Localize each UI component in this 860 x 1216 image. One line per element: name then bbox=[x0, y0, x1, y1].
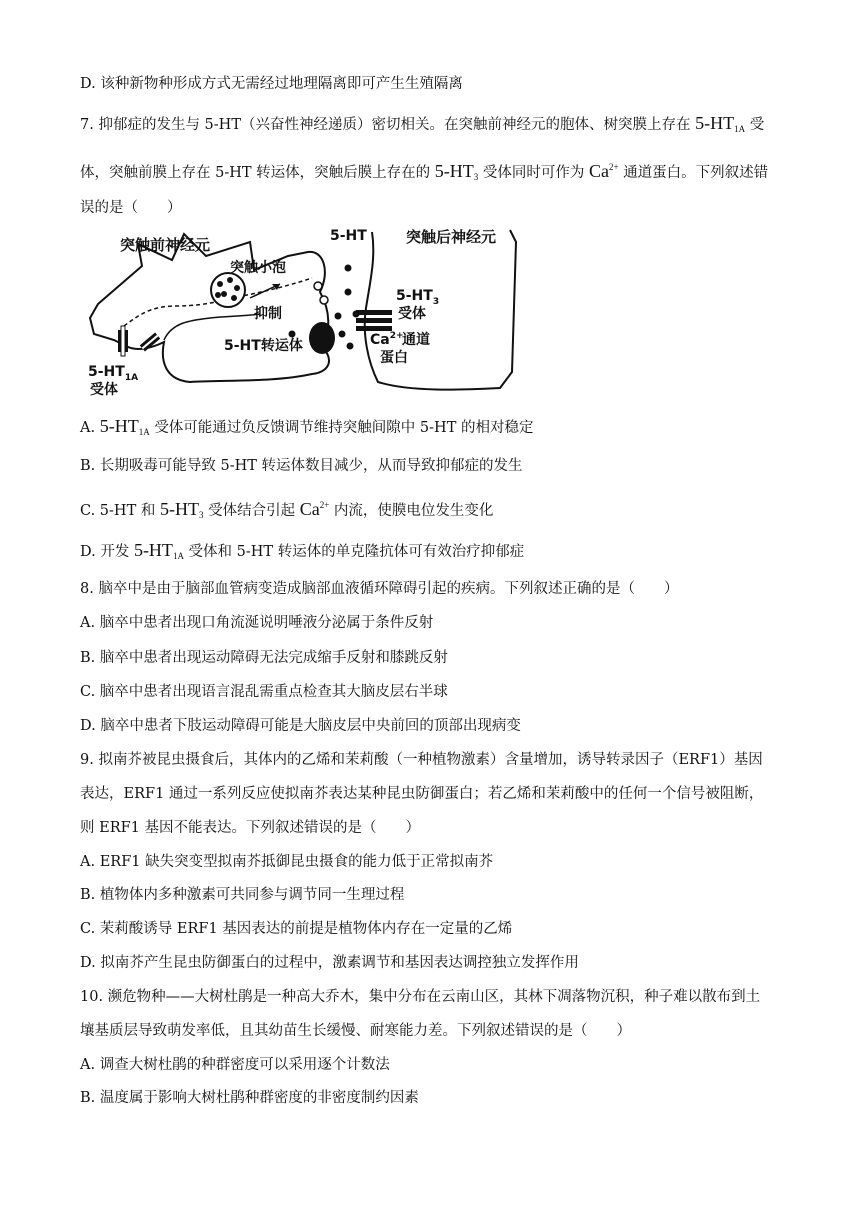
q7-formula-5ht1a: $5-HT_{1A}$ bbox=[695, 113, 746, 134]
label-transporter: 5-HT转运体 bbox=[224, 338, 303, 354]
option-10a: A. 调查大树杜鹃的种群密度可以采用逐个计数法 bbox=[80, 1057, 390, 1073]
question-7-stem-line-2 bbox=[80, 157, 768, 187]
question-9-stem-line-1: 9. 拟南芥被昆虫摄食后，其体内的乙烯和茉莉酸（一种植物激素）含量增加，诱导转录因子（ERF1）基因 bbox=[80, 752, 763, 768]
question-7-stem-line-3: 误的是（ ） bbox=[80, 200, 182, 216]
question-9-stem-line-3: 则 ERF1 基因不能表达。下列叙述错误的是（ ） bbox=[80, 820, 421, 836]
label-channel: 通道 bbox=[402, 332, 430, 348]
q7d-formula: $5-HT_{1A}$ bbox=[133, 540, 184, 561]
q7-text-1: 7. 抑郁症的发生与 5-HT（兴奋性神经递质）密切相关。在突触前神经元的胞体、树突膜上存在 bbox=[80, 117, 691, 133]
label-protein: 蛋白 bbox=[380, 350, 408, 366]
label-5ht1a: $5-HT_{1A}$ bbox=[88, 364, 139, 383]
q7a-formula: $5-HT_{1A}$ bbox=[99, 416, 150, 437]
option-7c: C. 5-HT 和 $5-HT_3$ 受体结合引起 $Ca^{2+}$ 内流，使膜电位发生变化 bbox=[80, 499, 494, 520]
ht1a-receptor-shape bbox=[118, 326, 160, 356]
option-7a: A. $5-HT_{1A}$ 受体可能通过负反馈调节维持突触间隙中 5-HT 的相对稳定 bbox=[80, 416, 534, 437]
label-inhibit: 抑制 bbox=[254, 306, 282, 322]
option-9c: C. 茉莉酸诱导 ERF1 基因表达的前提是植物体内存在一定量的乙烯 bbox=[80, 921, 513, 937]
q7-text-2a: 体，突触前膜上存在 5-HT 转运体，突触后膜上存在的 bbox=[80, 165, 431, 181]
option-9d: D. 拟南芥产生昆虫防御蛋白的过程中，激素调节和基因表达调控独立发挥作用 bbox=[80, 955, 579, 971]
label-5ht1a-receptor: 受体 bbox=[90, 382, 118, 398]
question-7-stem-line-1 bbox=[80, 113, 764, 139]
question-10-stem-line-2: 壤基质层导致萌发率低，且其幼苗生长缓慢、耐寒能力差。下列叙述错误的是（ ） bbox=[80, 1023, 631, 1039]
q7c-formula-ca: $Ca^{2+}$ bbox=[299, 499, 330, 519]
option-10b: B. 温度属于影响大树杜鹃种群密度的非密度制约因素 bbox=[80, 1090, 419, 1106]
option-8d: D. 脑卒中患者下肢运动障碍可能是大脑皮层中央前回的顶部出现病变 bbox=[80, 718, 521, 734]
question-10-stem-line-1: 10. 濒危物种——大树杜鹃是一种高大乔木，集中分布在云南山区，其林下凋落物沉积，种子难以散布到土 bbox=[80, 989, 761, 1005]
synapse-diagram bbox=[80, 222, 520, 402]
ht3-receptor-shape bbox=[356, 310, 392, 331]
option-9a: A. ERF1 缺失突变型拟南芥抵御昆虫摄食的能力低于正常拟南芥 bbox=[80, 854, 494, 870]
option-7b: B. 长期吸毒可能导致 5-HT 转运体数目减少，从而导致抑郁症的发生 bbox=[80, 458, 523, 474]
option-8b: B. 脑卒中患者出现运动障碍无法完成缩手反射和膝跳反射 bbox=[80, 650, 448, 666]
option-8c: C. 脑卒中患者出现语言混乱需重点检查其大脑皮层右半球 bbox=[80, 684, 448, 700]
option-6d: D. 该种新物种形成方式无需经过地理隔离即可产生生殖隔离 bbox=[80, 76, 463, 92]
option-9b: B. 植物体内多种激素可共同参与调节同一生理过程 bbox=[80, 887, 405, 903]
label-ca: $Ca^{2+}$ bbox=[370, 331, 404, 348]
label-5ht: 5-HT bbox=[330, 228, 367, 244]
q7-formula-ca: $Ca^{2+}$ bbox=[589, 161, 619, 181]
label-5ht3-receptor: 受体 bbox=[398, 306, 426, 322]
transporter-shape bbox=[309, 322, 335, 354]
label-5ht3: $5-HT_3$ bbox=[396, 288, 440, 307]
option-8a: A. 脑卒中患者出现口角流涎说明唾液分泌属于条件反射 bbox=[80, 615, 434, 631]
q7c-formula-5ht3: $5-HT_3$ bbox=[159, 499, 204, 520]
question-8-stem: 8. 脑卒中是由于脑部血管病变造成脑部血液循环障碍引起的疾病。下列叙述正确的是（ ） bbox=[80, 581, 679, 597]
label-post-neuron: 突触后神经元 bbox=[406, 228, 497, 246]
q7-text-1-tail: 受 bbox=[749, 117, 765, 133]
option-7d: D. 开发 $5-HT_{1A}$ 受体和 5-HT 转运体的单克隆抗体可有效治疗抑郁症 bbox=[80, 540, 525, 561]
question-9-stem-line-2: 表达，ERF1 通过一系列反应使拟南芥表达某种昆虫防御蛋白；若乙烯和茉莉酸中的任何一个信号被阻断， bbox=[80, 786, 764, 802]
q7-text-2c: 通道蛋白。下列叙述错 bbox=[623, 165, 769, 181]
label-vesicle: 突触小泡 bbox=[230, 260, 286, 276]
label-pre-neuron: 突触前神经元 bbox=[120, 236, 211, 254]
q7-formula-5ht3: $5-HT_3$ bbox=[434, 161, 479, 182]
q7-text-2b: 受体同时可作为 bbox=[482, 165, 585, 181]
